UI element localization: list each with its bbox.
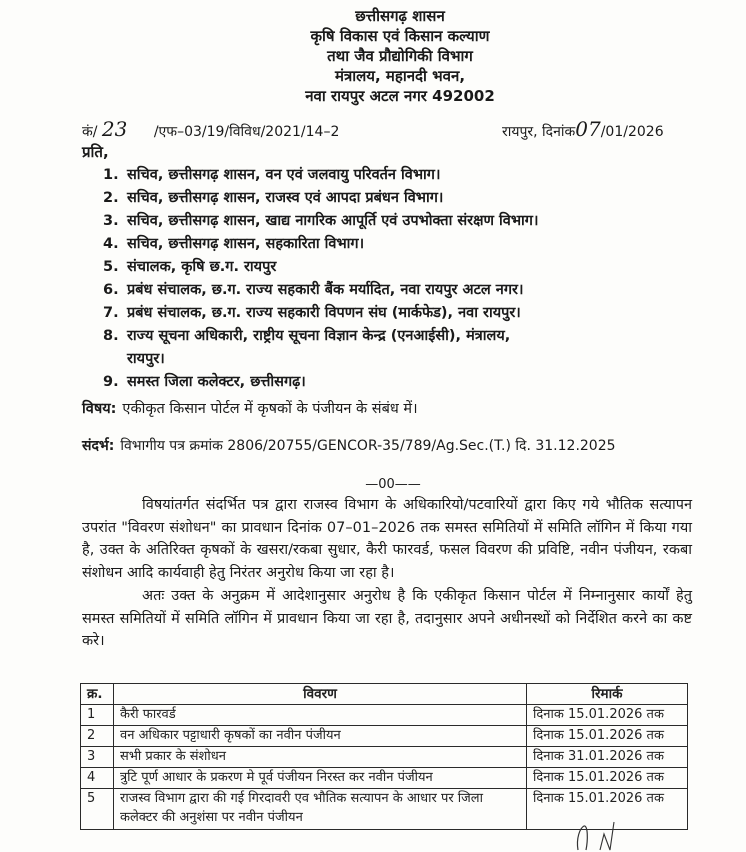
addressee-item [103,164,727,187]
cell-description: त्रुटि पूर्ण आधार के प्रकरण मे पूर्व पंजीयन निरस्त कर नवीन पंजीयन [114,768,527,789]
column-header-serial: क्र. [81,684,114,705]
context-line [82,436,616,455]
place-date [502,117,664,141]
cell-serial: 3 [81,747,114,768]
cell-serial: 1 [81,705,114,726]
addressee-text: समस्त जिला कलेक्टर, छत्तीसगढ़। [127,374,306,390]
date-month-year: /01/2026 [600,124,664,140]
addressee-item [103,210,727,233]
addressee-item [103,256,727,279]
context-label: संदर्भ: [82,438,115,454]
table-row [81,726,688,747]
signature-mark-icon [570,820,630,852]
cell-description: राजस्व विभाग द्वारा की गई गिरदावरी एव भौतिक सत्यापन के आधार पर जिला कलेक्टर की अनुशंसा पर नवीन पंजीयन [114,789,527,830]
subject-line [82,398,418,418]
schedule-table [80,683,688,830]
letterhead-government: छत्तीसगढ़ शासन [355,7,445,25]
addressee-number: 2. [103,190,119,206]
addressee-text: संचालक, कृषि छ.ग. रायपुर [127,259,277,275]
handwritten-letter-number: 23 [101,117,128,141]
letterhead [250,6,550,106]
addressee-text: राज्य सूचना अधिकारी, राष्ट्रीय सूचना विज्ञान केन्द्र (एनआईसी), मंत्रालय, [127,328,511,344]
cell-description: वन अधिकार पट्टाधारी कृषकों का नवीन पंजीयन [114,726,527,747]
addressee-text: प्रबंध संचालक, छ.ग. राज्य सहकारी विपणन संघ (मार्कफेड), नवा रायपुर। [127,305,521,321]
body-paragraph-1: विषयांतर्गत संदर्भित पत्र द्वारा राजस्व विभाग के अधिकारियो/पटवारियों द्वारा किए गये भौतिक सत्यापन उपरांत "विवरण संशोधन" का प्रावधान दिनांक 07–01–2026 तक समस्त समितियों में समिति लॉगिन में किया गया है, उक्त के अतिरिक्त कृषकों के खसरा/रकबा सुधार, कैरी फारवर्ड, फसल विवरण की प्रविष्टि, नवीन पंजीयन, रकबा संशोधन आदि कार्यवाही हेतु निरंतर अनुरोध किया जा रहा है। [82,497,692,581]
handwritten-day: 07 [575,117,601,141]
cell-remark: दिनाक 15.01.2026 तक [527,789,688,830]
addressee-item-continuation: रायपुर। [127,351,165,367]
addressee-item [103,325,727,348]
body-paragraphs [82,494,692,653]
subject-text: एकीकृत किसान पोर्टल में कृषकों के पंजीयन के संबंध में। [122,401,418,417]
reference-prefix: कं/ [82,124,98,140]
cell-serial: 5 [81,789,114,830]
cell-remark: दिनाक 15.01.2026 तक [527,768,688,789]
table-row [81,768,688,789]
letterhead-building: मंत्रालय, महानदी भवन, [334,67,466,85]
addressee-number: 8. [103,328,119,344]
cell-description: सभी प्रकार के संशोधन [114,747,527,768]
addressee-number: 7. [103,305,119,321]
addressee-number: 6. [103,282,119,298]
addressee-item [103,302,727,325]
addressee-list [103,164,727,394]
subject-label: विषय: [82,401,117,417]
letterhead-department: कृषि विकास एवं किसान कल्याण [310,27,490,45]
addressee-text: सचिव, छत्तीसगढ़ शासन, राजस्व एवं आपदा प्रबंधन विभाग। [127,190,444,206]
addressee-text: सचिव, छत्तीसगढ़ शासन, खाद्य नागरिक आपूर्ति एवं उपभोक्ता संरक्षण विभाग। [127,213,539,229]
cell-serial: 4 [81,768,114,789]
cell-serial: 2 [81,726,114,747]
addressee-text: प्रबंध संचालक, छ.ग. राज्य सहकारी बैंक मर्यादित, नवा रायपुर अटल नगर। [127,282,524,298]
file-number: /एफ–03/19/विविध/2021/14–2 [153,124,340,140]
addressee-item [103,279,727,302]
table-row [81,747,688,768]
letterhead-address: नवा रायपुर अटल नगर 492002 [305,87,495,105]
cell-remark: दिनाक 15.01.2026 तक [527,726,688,747]
addressee-item [103,233,727,256]
separator: —00—— [365,477,421,492]
addressee-item [103,371,727,394]
addressee-number: 9. [103,374,119,390]
addressee-item [103,187,727,210]
to-label: प्रति, [82,143,109,161]
column-header-description: विवरण [114,684,527,705]
context-text: विभागीय पत्र क्रमांक 2806/20755/GENCOR-35/789/Ag.Sec.(T.) दि. 31.12.2025 [120,438,616,454]
cell-remark: दिनाक 31.01.2026 तक [527,747,688,768]
addressee-number: 1. [103,167,119,183]
addressee-text: सचिव, छत्तीसगढ़ शासन, सहकारिता विभाग। [127,236,365,252]
addressee-number: 4. [103,236,119,252]
cell-remark: दिनाक 15.01.2026 तक [527,705,688,726]
table-header-row [81,684,688,705]
reference-line [82,117,692,141]
body-paragraph-2: अतः उक्त के अनुक्रम में आदेशानुसार अनुरोध है कि एकीकृत किसान पोर्टल में निम्नानुसार कार्यों हेतु समस्त समितियों में समिति लॉगिन में प्रावधान किया जा रहा है, तदानुसार अपने अधीनस्थों को निर्देशित करने का कष्ट करे। [82,588,692,649]
addressee-number: 3. [103,213,119,229]
addressee-number: 5. [103,259,119,275]
column-header-remark: रिमार्क [527,684,688,705]
place-date-label: रायपुर, दिनांक [502,124,576,140]
letterhead-department-cont: तथा जैव प्रौद्योगिकी विभाग [327,47,473,65]
table-row [81,705,688,726]
cell-description: कैरी फारवर्ड [114,705,527,726]
addressee-text: सचिव, छत्तीसगढ़ शासन, वन एवं जलवायु परिवर्तन विभाग। [127,167,441,183]
